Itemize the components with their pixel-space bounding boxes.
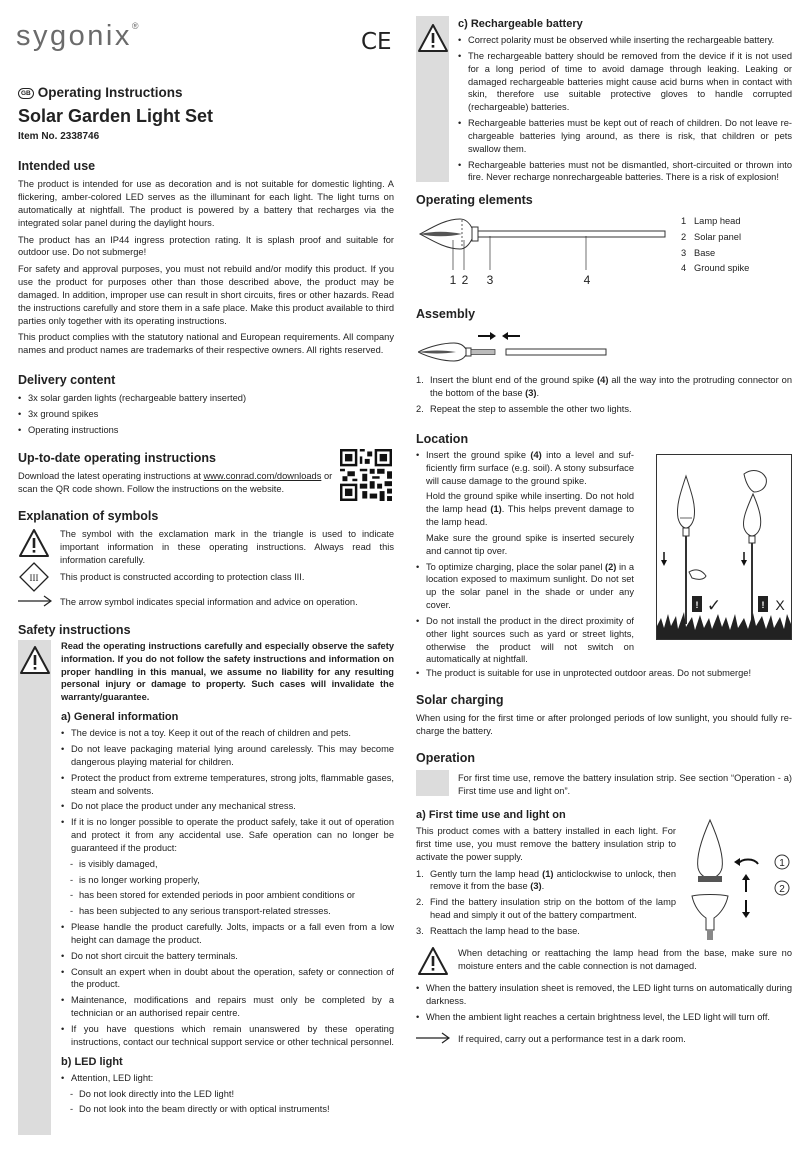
list-item: - has been subjected to any serious transport-related stresses. <box>61 905 394 918</box>
list-item: • To optimize charging, place the solar panel (2) in a location exposed to maximum sunlight. Do not set up the solar panel in the shade or under any cover. <box>416 561 634 612</box>
operating-elements-legend <box>681 214 791 277</box>
safety-body <box>61 640 394 1119</box>
list-item: 1. Gently turn the lamp head (1) anticlockwise to unlock, then remove it from the base (3). <box>416 868 677 892</box>
intended-use-heading: Intended use <box>18 159 96 173</box>
operation-heading-wrap <box>416 750 475 767</box>
qr-code-icon[interactable] <box>340 449 392 501</box>
list-item: 1. Insert the blunt end of the ground spike (4) all the way into the protruding connector on the bottom of the base (3). <box>416 375 792 398</box>
list-item: • Rechargeable batteries must be kept out of reach of children. Do not leave rechargeable batteries lying around, as there is risk, that children or pets swallow them. <box>458 117 792 155</box>
uptodate-section <box>18 450 333 500</box>
location-heading-wrap <box>416 431 468 448</box>
battery-heading: c) Rechargeable battery <box>458 18 583 30</box>
safety-gray-bar <box>18 640 51 1135</box>
list-item: • Please handle the product carefully. Jolts, impacts or a fall even from a low height can damage the product. <box>61 921 394 947</box>
callout-1: 1 <box>449 273 457 286</box>
list-item: - Do not look directly into the LED light! <box>61 1088 394 1101</box>
svg-text:!: ! <box>761 600 765 610</box>
callout-3: 3 <box>486 273 494 286</box>
list-item: • Do not leave packaging material lying around carelessly. This may become dangerous playing material for children. <box>61 743 394 769</box>
warning-triangle-icon <box>19 645 51 675</box>
uptodate-heading: Up-to-date operating instructions <box>18 451 216 465</box>
product-title: Solar Garden Light Set <box>18 105 214 126</box>
symbol-arrow-text: The arrow symbol indicates special information and advice on operation. <box>60 597 358 607</box>
general-info-heading: a) General information <box>61 711 179 724</box>
lamp-head-removal-diagram <box>686 818 794 946</box>
svg-text:III: III <box>29 573 39 583</box>
list-item: 3. Reattach the lamp head to the base. <box>416 925 580 936</box>
first-use-section <box>416 808 676 941</box>
list-item: • Do not place the product under any mechanical stress. <box>61 800 394 813</box>
list-item: - has been stored for extended periods in poor ambient conditions or <box>61 889 394 902</box>
item-number: Item No. 2338746 <box>18 131 100 143</box>
list-item: • When the battery insulation sheet is removed, the LED light turns on automatically during darkness. <box>416 982 792 1008</box>
list-item: • If it is no longer possible to operate the product safely, take it out of operation and protect it from any accidental use. Safe operation can no longer be guaranteed if the product: <box>61 816 394 854</box>
ce-mark: CE <box>361 29 392 55</box>
list-item: • Rechargeable batteries must not be dismantled, short-circuited or thrown into fire. Never recharge nonrechargeable batteries. There is a risk of explosion! <box>458 159 792 185</box>
operating-elements-heading-wrap <box>416 192 533 209</box>
not-ok-mark: X <box>775 597 785 613</box>
list-item: 2. Repeat the step to assemble the other two lights. <box>416 403 632 414</box>
protection-class-3-icon <box>19 562 49 592</box>
list-item: - is no longer working properly, <box>61 874 394 887</box>
legend-item: 3 Base <box>681 247 716 258</box>
list-item: • 3x ground spikes <box>18 408 394 421</box>
location-illustration <box>656 454 792 640</box>
operation-warning-text: When detaching or reattaching the lamp head from the base, make sure no moisture enters and the cable connection is not damaged. <box>458 948 792 971</box>
list-item: - Do not look into the beam directly or with optical instruments! <box>61 1103 394 1116</box>
symbols-heading: Explanation of symbols <box>18 509 159 523</box>
ok-check: ✓ <box>706 596 722 616</box>
symbol-warning-text: The symbol with the exclamation mark in the triangle is used to indicate important information in these operating instructions. Always read this information carefully. <box>60 529 394 565</box>
operation-list <box>416 982 792 1026</box>
safety-intro: Read the operating instructions carefully and especially observe the safety information. If you do not follow the safety instructions and information on proper handling in this manual, we assume no liability for any resulting personal injury or damage to property. Such cases will invalidate the warranty/guarantee. <box>61 641 394 703</box>
warning-triangle-icon <box>417 946 449 976</box>
location-list <box>416 449 634 669</box>
list-item: • Do not short circuit the battery terminals. <box>61 950 394 963</box>
battery-section <box>458 17 792 187</box>
location-heading: Location <box>416 432 469 446</box>
operating-elements-heading: Operating elements <box>416 193 533 207</box>
list-item: • When the ambient light reaches a certain brightness level, the LED light will turn off. <box>416 1011 792 1024</box>
list-item: • Maintenance, modifications and repairs must only be completed by a technician or an authorised repair centre. <box>61 994 394 1020</box>
list-item: 2. Find the battery insulation strip on the bottom of the lamp head and simply it out of the battery compartment. <box>416 897 676 921</box>
safety-heading-wrap <box>18 622 131 639</box>
list-item: Hold the ground spike while inserting. Do not hold the lamp head (1). This helps prevent damage to the lamp head. <box>426 491 634 528</box>
legend-item: 1 Lamp head <box>681 216 741 226</box>
title-block <box>18 84 394 144</box>
assembly-heading: Assembly <box>416 307 476 321</box>
operation-gray-bar <box>416 770 449 796</box>
callout-4: 4 <box>583 273 591 286</box>
first-use-intro: This product comes with a battery installed in each light. For first time use, you must remove the battery insulation strip to activate the power supply. <box>416 826 676 862</box>
list-item: • Consult an expert when in doubt about the operation, safety or connection of the product. <box>61 966 394 992</box>
first-use-heading: a) First time use and light on <box>416 809 566 821</box>
list-item: Make sure the ground spike is inserted securely and cannot tip over. <box>426 532 634 556</box>
list-item: • The device is not a toy. Keep it out of the reach of children and pets. <box>61 727 394 740</box>
list-item: • Protect the product from extreme temperatures, strong jolts, flammable gases, steam and solvents. <box>61 772 394 798</box>
delivery-section <box>18 372 394 440</box>
figure-callout-1: 1 <box>779 858 785 869</box>
assembly-heading-wrap <box>416 306 475 323</box>
intended-use-p2: The product has an IP44 ingress protection rating. It is splash proof and suitable for outdoor use. Do not submerge! <box>18 234 394 258</box>
operation-heading: Operation <box>416 751 476 765</box>
list-item: - is visibly damaged, <box>61 858 394 871</box>
arrow-right-icon <box>18 595 52 607</box>
warning-triangle-icon <box>417 23 449 53</box>
brand-logo: sygonix® <box>16 20 141 52</box>
intended-use-p1: The product is intended for use as decoration and is not suitable for domestic lighting. A flickering, amber-colored LED serves as the illuminant for each light. The light turns on automatically at nightfall. The product is powered by a battery that recharges via the integrated solar panel during the daylight hours. <box>18 179 394 228</box>
callout-2: 2 <box>461 273 469 286</box>
uptodate-text: Download the latest operating instructions at www.conrad.com/downloads or scan the QR code shown. Follow the instructions on the website. <box>18 471 333 495</box>
intended-use-p3: For safety and approval purposes, you must not rebuild and/or modify this product. If you use the product for purposes other than those described above, the product may be damaged. In addition, improper use can result in short circuits, fires or other hazards. Read the instructions carefully and store them in a safe place. Make this product available to third parties only together with its operating instructions. <box>18 264 394 326</box>
solar-heading: Solar charging <box>416 693 504 707</box>
symbol-class-text: This product is constructed according to protection class III. <box>60 572 305 582</box>
symbols-section <box>18 508 394 525</box>
downloads-link[interactable]: www.conrad.com/downloads <box>203 471 322 482</box>
operation-note: For first time use, remove the battery insulation strip. See section “Operation - a) First time use and light on”. <box>458 773 792 796</box>
list-item: • The rechargeable battery should be removed from the device if it is not used for a long period of time to avoid damage through leaking. Leaking or damaged rechargeable batteries might cause acid burns when in contact with skin, therefore use suitable protective gloves to handle corrupted (rechargeable) batteries. <box>458 50 792 114</box>
warning-triangle-icon <box>18 528 50 558</box>
language-badge: GB <box>18 88 34 99</box>
list-item: • Attention, LED light: <box>61 1072 394 1085</box>
assembly-diagram <box>418 324 608 364</box>
list-item: • The product is suitable for use in unprotected outdoor areas. Do not submerge! <box>416 667 792 680</box>
svg-text:!: ! <box>695 600 699 610</box>
list-item: • If you have questions which remain unanswered by these operating instructions, contact our technical support service or other technical personnel. <box>61 1023 394 1049</box>
intended-use-p4: This product complies with the statutory national and European requirements. All company names and product names are trademarks of their respective owners. All rights reserved. <box>18 332 394 356</box>
list-item: • Operating instructions <box>18 424 394 437</box>
intended-use-section <box>18 158 394 361</box>
safety-heading: Safety instructions <box>18 623 131 637</box>
delivery-heading: Delivery content <box>18 373 116 387</box>
list-item: • Insert the ground spike (4) into a level and sufficiently firm surface (e.g. soil). A stony subsurface will cause damage to the ground spike. <box>416 449 634 487</box>
arrow-right-icon <box>416 1032 450 1044</box>
list-item: • 3x solar garden lights (rechargeable battery inserted) <box>18 392 394 405</box>
list-item: • Correct polarity must be observed while inserting the rechargeable battery. <box>458 34 792 47</box>
led-heading: b) LED light <box>61 1055 123 1068</box>
location-list-2 <box>416 667 792 683</box>
solar-text: When using for the first time or after prolonged periods of low sunlight, you should fully recharge the battery. <box>416 713 792 737</box>
list-item: • Do not install the product in the direct proximity of other light sources such as yard or street lights, otherwise the product will not switch on automatically at nightfall. <box>416 615 634 666</box>
legend-item: 2 Solar panel <box>681 231 742 242</box>
operation-arrow-text: If required, carry out a performance test in a dark room. <box>458 1034 686 1044</box>
operating-elements-diagram <box>418 214 668 286</box>
assembly-steps <box>416 374 792 418</box>
legend-item: 4 Ground spike <box>681 263 750 274</box>
figure-callout-2: 2 <box>779 884 785 895</box>
solar-section <box>416 692 792 742</box>
doc-label: Operating Instructions <box>37 85 183 100</box>
